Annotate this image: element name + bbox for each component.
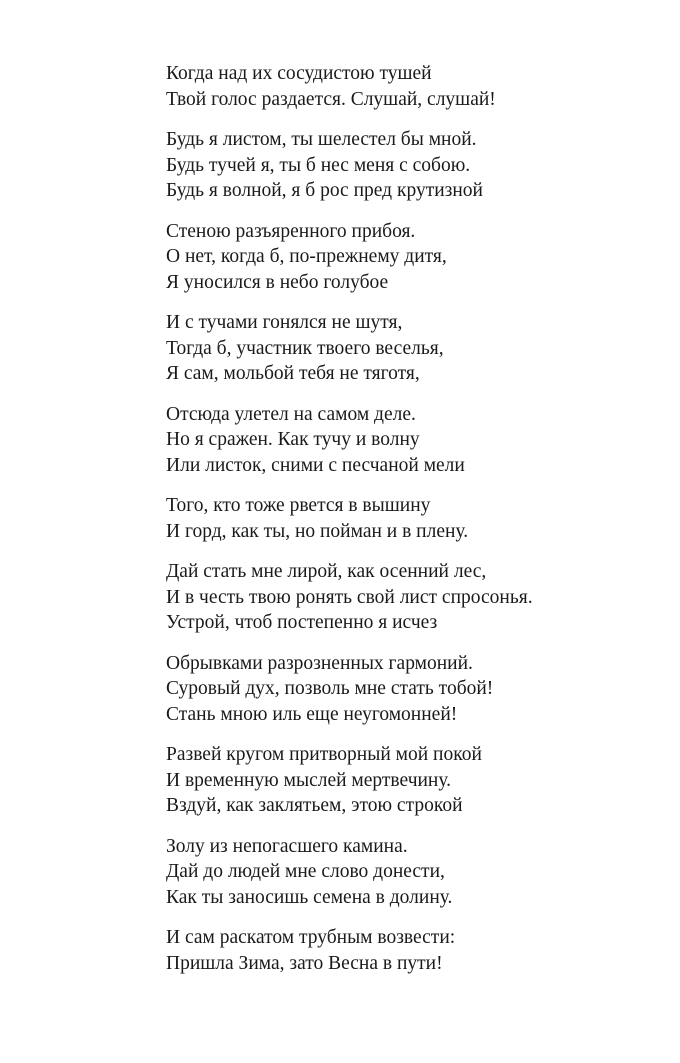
poem-line: Суровый дух, позволь мне стать тобой! [166,678,494,699]
poem-line: Стеною разъяренного прибоя. [166,220,416,242]
poem-line: Отсюда улетел на самом деле. [166,403,416,425]
poem-line: Устрой, чтоб постепенно я исчез [166,612,438,633]
poem-line: И в честь твою ронять свой лист спросонья. [166,586,533,608]
stanza [166,402,666,479]
poem-line: Вздуй, как заклятьем, этою строкой [166,795,463,816]
poem-line: Стань мною иль еще неугомонней! [166,703,458,725]
poem-line: Когда над их сосудистою тушей [166,63,432,84]
poem-line: И горд, как ты, но пойман и в плену. [166,520,469,542]
poem-line: И временную мыслей мертвечину. [166,769,452,791]
poem-line: Или листок, сними с песчаной мели [166,454,465,476]
stanza [166,310,666,387]
stanza [166,651,666,728]
poem-line: Я уносился в небо голубое [166,271,389,293]
poem-line: Будь тучей я, ты б нес меня с собою. [166,154,471,176]
stanza [166,493,666,544]
poem-line: Пришла Зима, зато Весна в пути! [166,952,443,974]
poem-line: Будь я листом, ты шелестел бы мной. [166,129,477,150]
poem-line: О нет, когда б, по-прежнему дитя, [166,246,447,267]
stanza [166,559,666,636]
poem-line: Но я сражен. Как тучу и волну [166,429,420,450]
poem-line: Дай стать мне лирой, как осенний лес, [166,561,487,582]
poem-line: Твой голос раздается. Слушай, слушай! [166,88,496,110]
stanza [166,219,666,296]
poem-line: Тогда б, участник твоего веселья, [166,337,444,359]
poem-line: Как ты заносишь семена в долину. [166,886,453,908]
poem-line: Я сам, мольбой тебя не тяготя, [166,363,420,384]
stanza [166,742,666,819]
stanza [166,834,666,911]
poem-line: Обрывками разрозненных гармоний. [166,652,473,674]
stanza [166,127,666,204]
poem-line: И сам раскатом трубным возвести: [166,927,456,948]
stanza [166,61,666,112]
poem-text [166,61,666,991]
poem-line: Золу из непогасшего камина. [166,835,408,857]
poem-line: Развей кругом притворный мой покой [166,744,482,765]
poem-line: Будь я волной, я б рос пред крутизной [166,180,483,201]
poem-line: Того, кто тоже рвется в вышину [166,495,431,516]
poem-line: Дай до людей мне слово донести, [166,861,445,882]
poem-line: И с тучами гонялся не шутя, [166,312,403,333]
stanza [166,925,666,976]
